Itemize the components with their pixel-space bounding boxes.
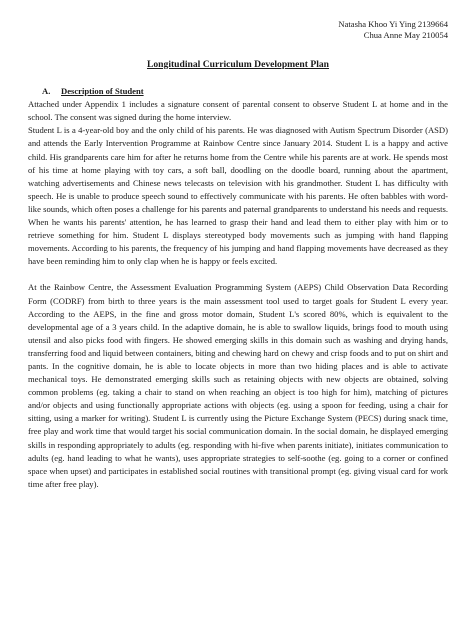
author-line: Chua Anne May 210054	[363, 30, 448, 40]
paragraph-spacer	[28, 268, 448, 281]
section-heading	[42, 85, 448, 98]
paragraph: Student L is a 4-year-old boy and the only child of his parents. He was diagnosed with Autism Spectrum Disorder (ASD) and attends the Early Intervention Programme at Rainbow Centre since January 2014. Student L is a happy and active child. His grandparents care him for after he returns home from the Centre while his parents are at work. He spends most of his time at home playing with toy cars, a soft ball, doodling on the doodle board, running about the apartment, watching advertisements and Chinese news telecasts on television with his grandmother. Student L has difficulty with speech. He is unable to produce speech sound to effectively communicate with his parents. He often babbles with word-like sounds, which often poses a challenge for his parents and paternal grandparents to understand his needs and requests. When he wants his parents' attention, he has learned to grasp their hand and lead them to either play with him or to retrieve something for him. Student L displays stereotyped body movements such as jumping with hand flapping movements. According to his parents, the frequency of his jumping and hand flapping movements have decreased as they have been reminding him to only clap when he is happy or feels excited.	[28, 125, 448, 267]
section-label: A.	[42, 86, 51, 97]
section-heading-text: Description of Student	[61, 86, 144, 97]
paragraph: Attached under Appendix 1 includes a signature consent of parental consent to observe Student L at home and in the school. The consent was signed during the home interview.	[28, 99, 448, 123]
paragraph: At the Rainbow Centre, the Assessment Evaluation Programming System (AEPS) Child Observation Data Recording Form (CODRF) from birth to three years is the main assessment tool used to target goals for Student L every year. According to the AEPS, in the fine and gross motor domain, Student L's scored 80%, which is equivalent to the developmental age of a 3 years child. In the adaptive domain, he is able to swallow liquids, brings food to mouth using utensil and also picks food with fingers. He showed emerging skills in this domain such as washing and drying hands, transferring food and liquid between containers, biting and chewing hard on chewy and crisp foods and to put on shirt and pants. In the cognitive domain, he is able to locate objects in more than two hiding places and is able to activate mechanical toys. He demonstrated emerging skills such as retaining objects with new objects are obtained, solving common problems (eg. taking a chair to stand on when reaching an object is too high for him), matching of pictures and/or objects and using functionally appropriate actions with objects (eg. using a spoon for feeding, using a chair for sitting, using a marker for writing). Student L is currently using the Picture Exchange System (PECS) during snack time, free play and work time that would target his social communication domain. In the social domain, he displayed emerging skills in responding appropriately to adults (eg. responding with hi-five when parents initiate), initiates communication to adults (eg. hand leading to what he wants), uses appropriate strategies to self-soothe (eg. going to a corner or confined space when upset) and participates in established social routines with transitional prompt (eg. giving visual card for work time after free play).	[28, 282, 448, 489]
document-title: Longitudinal Curriculum Development Plan	[146, 59, 330, 70]
author-block	[28, 19, 448, 41]
author-line: Natasha Khoo Yi Ying 2139664	[338, 19, 448, 29]
